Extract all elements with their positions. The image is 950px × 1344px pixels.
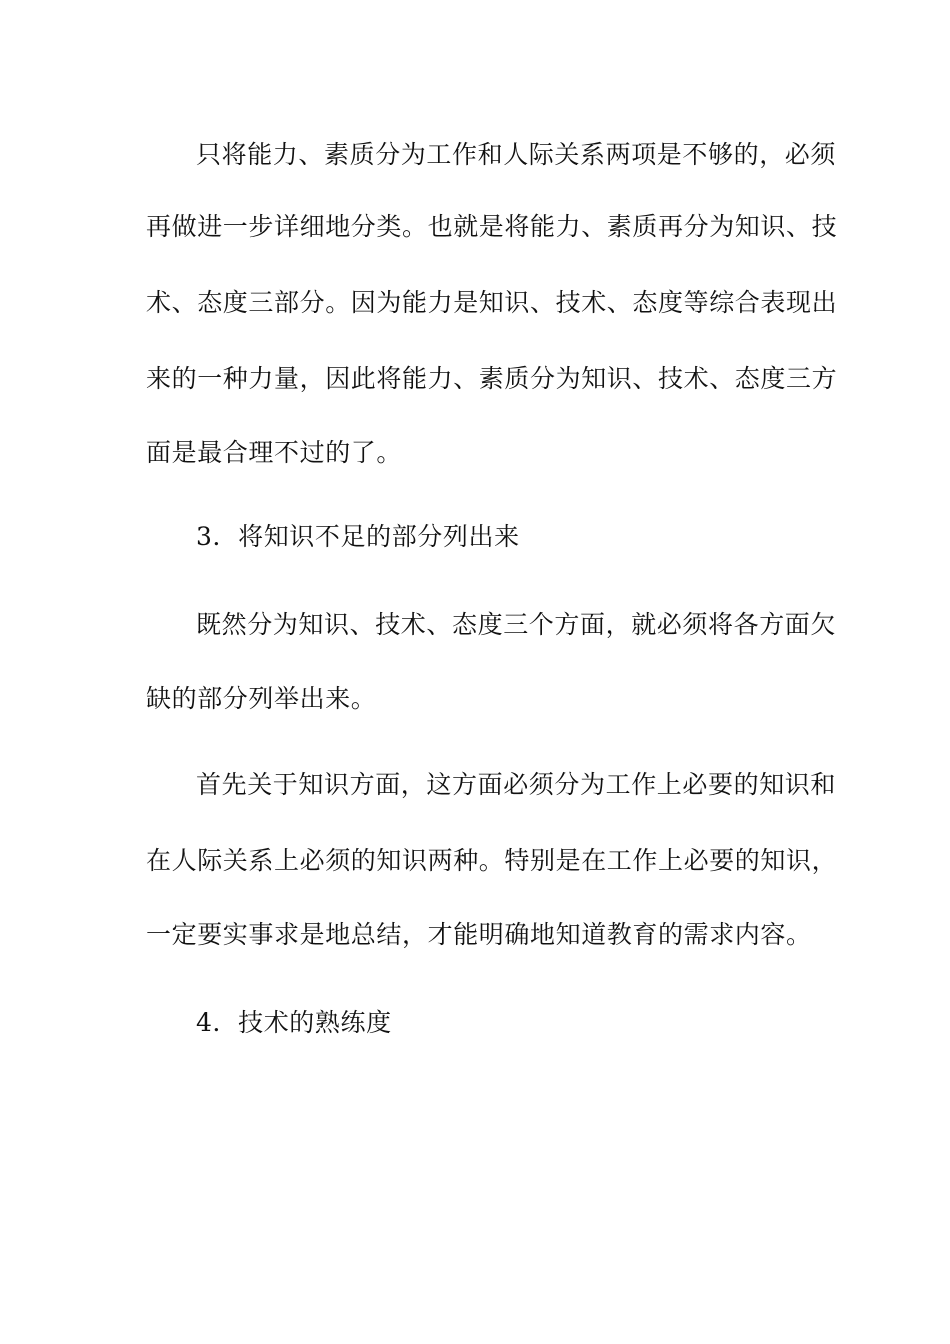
paragraph-line: 缺的部分列举出来。 (146, 684, 377, 713)
paragraph-line: 一定要实事求是地总结，才能明确地知道教育的需求内容。 (146, 920, 812, 949)
paragraph-line: 术、态度三部分。因为能力是知识、技术、态度等综合表现出 (146, 288, 838, 317)
section-heading: 3．将知识不足的部分列出来 (196, 522, 520, 551)
paragraph-line: 既然分为知识、技术、态度三个方面，就必须将各方面欠 (196, 610, 837, 639)
paragraph-line: 来的一种力量，因此将能力、素质分为知识、技术、态度三方 (146, 364, 838, 393)
paragraph-line: 首先关于知识方面，这方面必须分为工作上必要的知识和 (196, 770, 837, 799)
paragraph-line: 面是最合理不过的了。 (146, 438, 403, 467)
paragraph-line: 再做进一步详细地分类。也就是将能力、素质再分为知识、技 (146, 212, 838, 241)
paragraph-line: 只将能力、素质分为工作和人际关系两项是不够的，必须 (196, 140, 837, 169)
paragraph-line: 在人际关系上必须的知识两种。特别是在工作上必要的知识， (146, 846, 838, 875)
section-heading: 4．技术的熟练度 (196, 1008, 392, 1037)
